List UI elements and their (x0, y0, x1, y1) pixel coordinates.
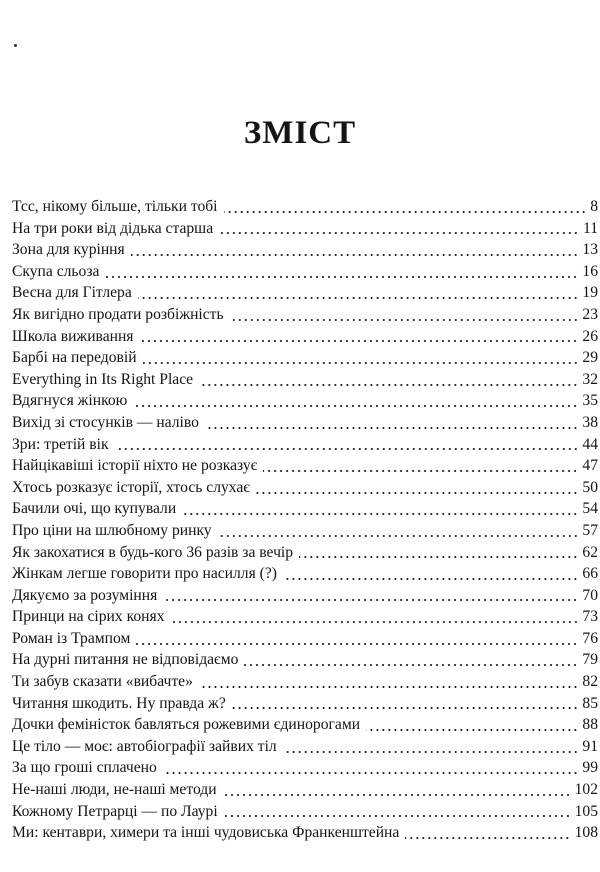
toc-entry (12, 671, 598, 693)
toc-entry-page: 35 (582, 392, 598, 410)
table-of-contents (12, 196, 598, 844)
toc-entry-title: Найцікавіші історії ніхто не розказує (12, 457, 258, 475)
toc-entry-title: Ми: кентаври, химери та інші чудовиська Франкенштейна (12, 824, 400, 842)
toc-entry (12, 779, 598, 801)
dot-leader (244, 663, 578, 667)
toc-entry-title: Це тіло — моє: автобіографії зайвих тіл (12, 737, 277, 755)
toc-entry-page: 73 (582, 608, 598, 626)
toc-entry (12, 498, 598, 520)
toc-entry-page: 13 (582, 241, 598, 259)
toc-entry (12, 196, 598, 218)
toc-entry-title: Everything in Its Right Place (12, 370, 194, 388)
toc-entry-title: Зри: третій вік (12, 435, 109, 453)
toc-entry-page: 91 (582, 737, 598, 755)
toc-entry-page: 19 (582, 284, 598, 302)
dot-leader (205, 426, 579, 430)
dot-leader (163, 598, 578, 602)
toc-entry-title: Хтось розказує історії, хтось слухає (12, 478, 250, 496)
toc-entry-page: 57 (582, 521, 598, 539)
toc-entry-page: 26 (582, 327, 598, 345)
dot-leader (199, 685, 579, 689)
toc-entry-page: 32 (582, 370, 598, 388)
toc-entry (12, 801, 598, 823)
toc-entry-page: 76 (582, 629, 598, 647)
dot-leader (230, 318, 579, 322)
toc-entry-title: За що гроші сплачено (12, 759, 157, 777)
toc-entry-page: 85 (582, 694, 598, 712)
toc-entry-page: 50 (582, 478, 598, 496)
toc-entry-title: Вихід зі стосунків — наліво (12, 413, 199, 431)
toc-entry-title: Зона для куріння (12, 241, 125, 259)
dot-leader (224, 210, 587, 214)
toc-entry-title: Ти забув сказати «вибачте» (12, 673, 193, 691)
toc-entry-title: Як закохатися в будь-кого 36 разів за вечір (12, 543, 294, 561)
toc-entry-title: На три роки від дідька старша (12, 219, 214, 237)
toc-entry-page: 105 (574, 802, 598, 820)
toc-entry-page: 16 (582, 262, 598, 280)
toc-entry-page: 23 (582, 305, 598, 323)
dot-leader (283, 750, 579, 754)
dot-leader (171, 620, 579, 624)
toc-title: ЗМІСТ (243, 115, 357, 151)
toc-entry (12, 757, 598, 779)
toc-entry-title: Жінкам легше говорити про насилля (?) (12, 565, 277, 583)
dot-leader (405, 836, 570, 840)
dot-leader (283, 577, 578, 581)
toc-entry-title: Роман із Трампом (12, 629, 131, 647)
dot-leader (256, 491, 578, 495)
dot-leader (218, 534, 579, 538)
dot-leader (224, 814, 571, 818)
toc-entry (12, 693, 598, 715)
toc-entry (12, 304, 598, 326)
toc-entry-page: 99 (582, 759, 598, 777)
toc-entry-page: 102 (574, 781, 598, 799)
toc-entry-title: Не-наші люди, не-наші методи (12, 781, 217, 799)
toc-entry (12, 239, 598, 261)
toc-entry-title: На дурні питання не відповідаємо (12, 651, 239, 669)
toc-entry-page: 108 (574, 824, 598, 842)
toc-entry (12, 606, 598, 628)
page-mark (14, 44, 17, 47)
toc-entry (12, 347, 598, 369)
dot-leader (232, 706, 579, 710)
dot-leader (223, 793, 571, 797)
toc-entry-title: Кожному Петрарці — по Лаурі (12, 802, 218, 820)
toc-entry-page: 66 (582, 565, 598, 583)
dot-leader (133, 404, 578, 408)
toc-entry-title: Дочки феміністок бавляться рожевими єдинорогами (12, 716, 361, 734)
toc-entry-title: Дякуємо за розуміння (12, 586, 158, 604)
toc-entry-page: 70 (582, 586, 598, 604)
dot-leader (163, 771, 579, 775)
toc-entry (12, 736, 598, 758)
toc-entry (12, 434, 598, 456)
dot-leader (115, 447, 579, 451)
dot-leader (219, 231, 579, 235)
toc-entry-title: Бачили очі, що купували (12, 500, 177, 518)
toc-entry-page: 88 (582, 716, 598, 734)
toc-entry (12, 520, 598, 542)
toc-entry-title: Скупа сльоза (12, 262, 100, 280)
toc-entry-title: Барбі на передовій (12, 349, 137, 367)
toc-entry-page: 82 (582, 673, 598, 691)
toc-entry-page: 44 (582, 435, 598, 453)
toc-entry-title: Як вигідно продати розбіжність (12, 305, 224, 323)
toc-entry-title: Читання шкодить. Ну правда ж? (12, 694, 226, 712)
toc-entry-title: Про ціни на шлюбному ринку (12, 521, 212, 539)
toc-entry-title: Вдягнуся жінкою (12, 392, 128, 410)
toc-entry (12, 628, 598, 650)
toc-entry-page: 54 (582, 500, 598, 518)
toc-entry-page: 11 (582, 219, 598, 237)
toc-entry-page: 8 (590, 198, 598, 215)
toc-entry-title: Весна для Гітлера (12, 284, 132, 302)
dot-leader (299, 555, 578, 559)
toc-entry-page: 47 (582, 457, 598, 475)
dot-leader (143, 361, 579, 365)
dot-leader (366, 728, 578, 732)
toc-entry (12, 326, 598, 348)
toc-entry (12, 282, 598, 304)
toc-entry-title: Школа виживання (12, 327, 134, 345)
toc-entry (12, 455, 598, 477)
dot-leader (105, 275, 578, 279)
dot-leader (199, 383, 578, 387)
toc-entry-page: 38 (582, 413, 598, 431)
toc-entry (12, 542, 598, 564)
dot-leader (182, 512, 578, 516)
toc-entry (12, 261, 598, 283)
toc-entry (12, 714, 598, 736)
toc-entry (12, 822, 598, 844)
dot-leader (263, 469, 578, 473)
toc-entry-page: 29 (582, 349, 598, 367)
dot-leader (136, 642, 578, 646)
dot-leader (138, 296, 579, 300)
toc-entry (12, 369, 598, 391)
toc-entry-title: Принци на сірих конях (12, 608, 165, 626)
toc-entry (12, 412, 598, 434)
dot-leader (131, 253, 579, 257)
toc-entry-page: 79 (582, 651, 598, 669)
toc-entry (12, 390, 598, 412)
toc-entry (12, 563, 598, 585)
toc-entry (12, 218, 598, 240)
toc-entry-page: 62 (582, 543, 598, 561)
toc-entry (12, 585, 598, 607)
toc-entry-title: Тсс, нікому більше, тільки тобі (12, 198, 218, 215)
dot-leader (139, 339, 578, 343)
toc-entry (12, 649, 598, 671)
toc-entry (12, 477, 598, 499)
